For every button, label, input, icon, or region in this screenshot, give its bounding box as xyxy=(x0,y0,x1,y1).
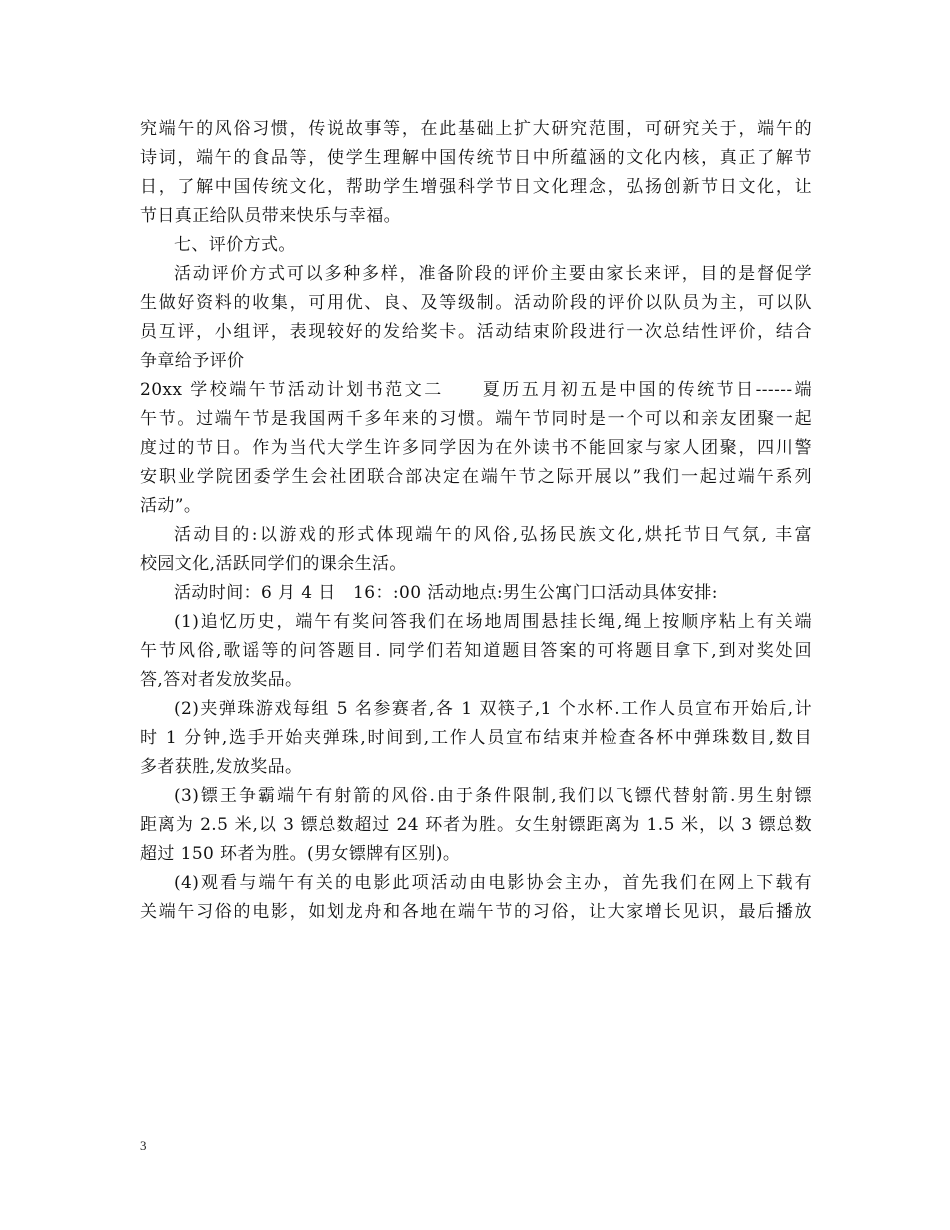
text-line: 关端午习俗的电影，如划龙舟和各地在端午节的习俗，让大家增长见识，最后播放 xyxy=(140,902,812,922)
text-line: 午节风俗,歌谣等的问答题目. 同学们若知道题目答案的可将题目拿下,到对奖处回 xyxy=(140,641,812,661)
text-line: 午节。过端午节是我国两千多年来的习惯。端午节同时是一个可以和亲友团聚一起 xyxy=(140,409,812,429)
text-line: 日，了解中国传统文化，帮助学生增强科学节日文化理念，弘扬创新节日文化，让 xyxy=(140,177,812,197)
text-line: (3)镖王争霸端午有射箭的风俗.由于条件限制,我们以飞镖代替射箭.男生射镖 xyxy=(174,786,812,806)
text-line: (4)观看与端午有关的电影此项活动由电影协会主办，首先我们在网上下载有 xyxy=(174,873,812,893)
text-line: 节日真正给队员带来快乐与幸福。 xyxy=(140,206,401,226)
text-line: 活动时间：6 月 4 日 16：:00 活动地点:男生公寓门口活动具体安排: xyxy=(174,583,718,603)
text-line: 活动评价方式可以多种多样，准备阶段的评价主要由家长来评，目的是督促学 xyxy=(174,264,812,284)
text-line: 距离为 2.5 米,以 3 镖总数超过 24 环者为胜。女生射镖距离为 1.5 米，以 3 镖总数 xyxy=(140,815,812,835)
text-line: (2)夹弹珠游戏每组 5 名参赛者,各 1 双筷子,1 个水杯.工作人员宣布开始后,计 xyxy=(174,699,812,719)
text-line: (1)追忆历史，端午有奖问答我们在场地周围悬挂长绳,绳上按顺序粘上有关端 xyxy=(174,612,812,632)
text-line: 究端午的风俗习惯，传说故事等，在此基础上扩大研究范围，可研究关于，端午的 xyxy=(140,119,812,139)
text-line: 时 1 分钟,选手开始夹弹珠,时间到,工作人员宣布结束并检查各杯中弹珠数目,数目 xyxy=(140,728,812,748)
text-line: 度过的节日。作为当代大学生许多同学因为在外读书不能回家与家人团聚，四川警 xyxy=(140,438,812,458)
article-title-line: 20xx 学校端午节活动计划书范文二 夏历五月初五是中国的传统节日------端 xyxy=(140,380,812,400)
text-line: 活动”。 xyxy=(140,496,202,516)
text-line: 活动目的:以游戏的形式体现端午的风俗,弘扬民族文化,烘托节日气氛, 丰富 xyxy=(174,525,812,545)
text-line: 校园文化,活跃同学们的课余生活。 xyxy=(140,554,407,574)
text-line: 超过 150 环者为胜。(男女镖牌有区别)。 xyxy=(140,844,461,864)
text-line: 多者获胜,发放奖品。 xyxy=(140,757,303,777)
page-number: 3 xyxy=(140,1138,147,1153)
text-line: 答,答对者发放奖品。 xyxy=(140,670,303,690)
text-line: 诗词，端午的食品等，使学生理解中国传统节日中所蕴涵的文化内核，真正了解节 xyxy=(140,148,812,168)
text-line: 争章给予评价 xyxy=(140,351,245,371)
text-line: 安职业学院团委学生会社团联合部决定在端午节之际开展以”我们一起过端午系列 xyxy=(140,467,812,487)
document-body xyxy=(140,115,812,927)
section-heading: 七、评价方式。 xyxy=(174,235,296,255)
text-line: 生做好资料的收集，可用优、良、及等级制。活动阶段的评价以队员为主，可以队 xyxy=(140,293,812,313)
text-line: 员互评，小组评，表现较好的发给奖卡。活动结束阶段进行一次总结性评价，结合 xyxy=(140,322,812,342)
